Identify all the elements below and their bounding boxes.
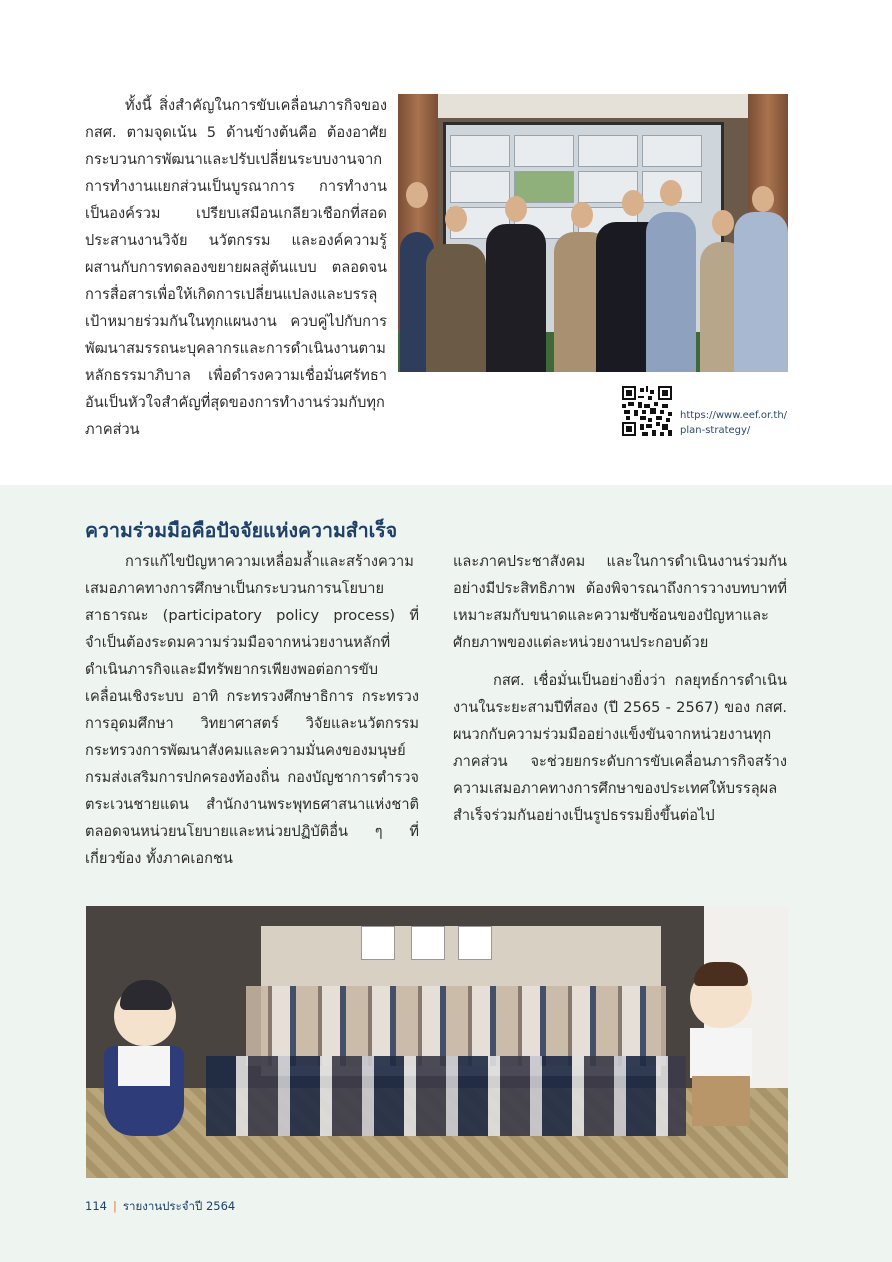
collaboration-paragraph-right-2: กสศ. เชื่อมั่นเป็นอย่างยิ่งว่า กลยุทธ์การดำเนินงานในระยะสามปีที่สอง (ปี 2565 - 2567) ของ กสศ. ผนวกกับความร่วมมืออย่างแข็งขันจากหน่วยงานทุกภาคส่วน จะช่วยยกระดับการขับเคลื่อนภารกิจสร้างความเสมอภาคทางการศึกษาของประเทศให้บรรลุผลสำเร็จร่วมกันอย่างเป็นรูปธรรมยิ่งขึ้นต่อไป (453, 672, 787, 824)
collaboration-paragraph-right-1: และภาคประชาสังคม และในการดำเนินงานร่วมกันอย่างมีประสิทธิภาพ ต้องพิจารณาถึงการวางบทบาทที่เหมาะสมกับขนาดและความซับซ้อนของปัญหาและศักยภาพของแต่ละหน่วยงานประกอบด้วย (453, 553, 787, 651)
collaboration-paragraph-left: การแก้ไขปัญหาความเหลื่อมล้ำและสร้างความเสมอภาคทางการศึกษาเป็นกระบวนการนโยบายสาธารณะ (participatory policy process) ที่จำเป็นต้องระดมความร่วมมือจากหน่วยงานหลักที่ดำเนินภารกิจและมีทรัพยากรเพียงพอต่อการขับเคลื่อนเชิงระบบ อาทิ กระทรวงศึกษาธิการ กระทรวงการอุดมศึกษา วิทยาศาสตร์ วิจัยและนวัตกรรม กระทรวงการพัฒนาสังคมและความมั่นคงของมนุษย์ กรมส่งเสริมการปกครองท้องถิ่น กองบัญชาการตำรวจตระเวนชายแดน สำนักงานพระพุทธศาสนาแห่งชาติ ตลอดจนหน่วยนโยบายและหน่วยปฏิบัติอื่น ๆ ที่เกี่ยวข้อง ทั้งภาคเอกชน (85, 553, 419, 867)
intro-paragraph: ทั้งนี้ สิ่งสำคัญในการขับเคลื่อนภารกิจของ กสศ. ตามจุดเน้น 5 ด้านข้างต้นคือ ต้องอาศัยกระบวนการพัฒนาและปรับเปลี่ยนระบบงานจากการทำงานแยกส่วนเป็นบูรณาการ การทำงานเป็นองค์รวม เปรียบเสมือนเกลียวเชือกที่สอดประสานงานวิจัย นวัตกรรม และองค์ความรู้ ผสานกับการทดลองขยายผลสู่ต้นแบบ ตลอดจนการสื่อสารเพื่อให้เกิดการเปลี่ยนแปลงและบรรลุเป้าหมายร่วมกันในทุกแผนงาน ควบคู่ไปกับการพัฒนาสมรรถนะบุคลากรและการดำเนินงานตามหลักธรรมาภิบาล เพื่อดำรงความเชื่อมั่นศรัทธา อันเป็นหัวใจสำคัญที่สุดของการทำงานร่วมกับทุกภาคส่วน (85, 97, 387, 438)
group-photo (86, 906, 788, 1178)
page-footer (85, 1198, 235, 1216)
section-heading: ความร่วมมือคือปัจจัยแห่งความสำเร็จ (85, 519, 398, 542)
footer-separator: | (112, 1199, 117, 1213)
page-number: 114 (85, 1199, 107, 1213)
qr-link[interactable]: https://www.eef.or.th/ plan-strategy/ (680, 410, 788, 436)
meeting-photo (398, 94, 788, 372)
report-title: รายงานประจำปี 2564 (122, 1199, 236, 1213)
qr-code-icon[interactable] (622, 386, 672, 436)
